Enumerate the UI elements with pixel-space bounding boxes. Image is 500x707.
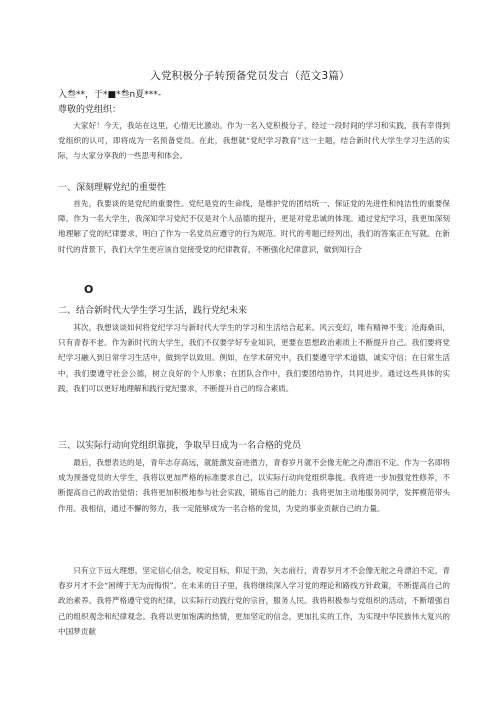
paragraph-section-2: 其次，我想谈谈如何将党纪学习与新时代大学生的学习和生活结合起来。风云变幻，唯有精神不变；沧海桑田，只有青春不老。作为新时代的大学生，我们不仅要学好专业知识，更要在思想政治素质上不断提升自己。我们要将党纪学习融入到日常学习生活中，做到学以致用。例如，在学术研究中，我们要遵守学术道德，诚实守信；在日常生活中，我们要遵守社会公德，树立良好的个人形象；在团队合作中，我们要团结协作，共同进步。通过这些具体的实践，我们可以更好地理解和践行党纪要求，不断提升自己的综合素质。 — [58, 323, 450, 393]
paragraph-intro: 大家好！今天，我站在这里，心情无比激动。作为一名入党积极分子，经过一段时间的学习和实践，我有幸得到党组织的认可，即将成为一名预备党员。在此，我想就“党纪学习教育”这一主题，结合新时代大学生学习生活的实际，与大家分享我的一些思考和体会。 — [58, 121, 450, 161]
section-heading-2: 二、结合新时代大学生学习生活，践行党纪未来 — [58, 306, 248, 316]
greeting: 尊敬的党组织： — [58, 105, 122, 115]
author-line: 入叁**，于*■*叁n夏***- — [58, 90, 161, 100]
paragraph-section-1: 首先，我要谈的是党纪的重要性。党纪是党的生命线，是维护党的团结统一、保证党的先进性和纯洁性的重要保障。作为一名大学生，我深知学习党纪不仅是对个人品德的提升，更是对党忠诚的体现。通过党纪学习，我更加深刻地理解了党的纪律要求，明白了作为一名党员应遵守的行为规范。时代的考题已经列出，我们的答案正在写就。在新时代的背景下，我们大学生更应该自觉接受党的纪律教育，不断强化纪律意识，做到知行合 — [58, 199, 450, 254]
stray-mark: O — [84, 283, 94, 296]
section-heading-1: 一、深刻理解党纪的重要性 — [58, 183, 167, 193]
paragraph-closing: 只有立下远大理想，坚定信心信念，咬定目标，仰足干劲，矢志前行，青春岁月才不会像无舵之舟漂泊不定，青春岁月才不会“困缚于无为而悔恨”。在未来的日子里，我将继续深入学习党的理论和路线方针政策，不断提高自己的政治素养。我将严格遵守党的纪律，以实际行动践行党的宗旨，服务人民。我将积极参与党组织的活动，不断增强自己的组织观念和纪律观念。我将以更加饱满的热情，更加坚定的信念，更加扎实的工作，为实现中华民族伟大复兴的中国梦贡献 — [58, 566, 450, 636]
section-heading-3: 三、以实际行动向党组织靠拢，争取早日成为一名合格的党员 — [58, 441, 302, 451]
paragraph-section-3: 最后，我想表达的是，青年志存高远，就能激发奋进潜力，青春岁月就不会像无舵之舟漂泊不定。作为一名即将成为预备党员的大学生，我将以更加严格的标准要求自己，以实际行动向党组织靠拢。我将进一步加强党性修养，不断提高自己的政治觉悟；我将更加积极地参与社会实践，锻炼自己的能力；我将更加主动地服务同学，发挥模范带头作用。我相信，通过不懈的努力，我一定能够成为一名合格的党员，为党的事业贡献自己的力量。 — [58, 458, 450, 513]
document-title: 入党积极分子转预备党员发言（范文3篇） — [150, 70, 350, 82]
